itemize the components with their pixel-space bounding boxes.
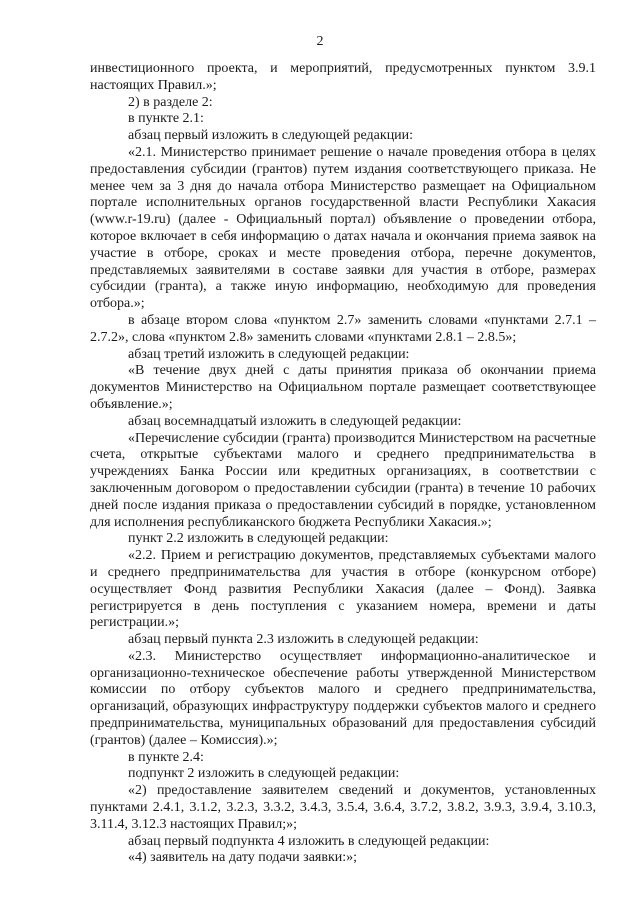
paragraph: «2) предоставление заявителем сведений и документов, установленных пунктами 2.4.1, 3.1.2, 3.2.3, 3.3.2, 3.4.3, 3.5.4, 3.6.4, 3.7.2, 3.8.2, 3.9.3, 3.9.4, 3.10.3, 3.11.4, 3.12.3 настоящих Правил;»; [90, 783, 596, 832]
paragraph: «2.2. Прием и регистрацию документов, представляемых субъектами малого и среднего предпринимательства для участия в отборе (конкурсном отборе) осуществляет Фонд развития Республики Хакасия (далее – Фонд). Заявка регистрируется в день поступления с указанием номера, времени и даты регистрации.»; [90, 548, 596, 631]
paragraph: пункт 2.2 изложить в следующей редакции: [128, 531, 389, 547]
paragraph: в пункте 2.4: [128, 749, 204, 765]
paragraph: подпункт 2 изложить в следующей редакции: [128, 766, 400, 782]
paragraph: абзац восемнадцатый изложить в следующей редакции: [128, 413, 462, 429]
paragraph: «2.1. Министерство принимает решение о начале проведения отбора в целях предоставления субсидии (грантов) путем издания соответствующего приказа. Не менее чем за 3 дня до начала отбора Министерство размещает на Официальном портале исполнительных органов государственной власти Республики Хакасия (www.r-19.ru) (далее - Официальный портал) объявление о проведении отбора, которое включает в себя информацию о датах начала и окончания приема заявок на участие в отборе, сроках и месте проведения отбора, перечне документов, представляемых заявителями в составе заявки для участия в отборе, размерах субсидии (гранта), а также иную информацию, необходимую для проведения отбора.»; [90, 144, 596, 312]
paragraph: «В течение двух дней с даты принятия приказа об окончании приема документов Министерство на Официальном портале размещает соответствующее объявление.»; [90, 363, 596, 412]
paragraph: абзац первый изложить в следующей редакции: [128, 128, 414, 144]
page-number: 2 [316, 34, 324, 49]
paragraph: 2) в разделе 2: [128, 94, 213, 110]
paragraph: «4) заявитель на дату подачи заявки:»; [128, 850, 358, 866]
paragraph: абзац третий изложить в следующей редакции: [128, 346, 410, 362]
paragraph: инвестиционного проекта, и мероприятий, предусмотренных пунктом 3.9.1 настоящих Правил.»; [90, 61, 596, 93]
document-body [90, 61, 596, 867]
paragraph: абзац первый подпункта 4 изложить в следующей редакции: [128, 833, 490, 849]
paragraph: «2.3. Министерство осуществляет информационно-аналитическое и организационно-техническое обеспечение работы утвержденной Министерством комиссии по отбору субъектов малого и среднего предпринимательства, организаций, образующих инфраструктуру поддержки субъектов малого и среднего предпринимательства, муниципальных образований для предоставления субсидий (грантов) (далее – Комиссия).»; [90, 648, 596, 748]
paragraph: в пункте 2.1: [128, 111, 204, 127]
paragraph: в абзаце втором слова «пунктом 2.7» заменить словами «пунктами 2.7.1 – 2.7.2», слова «пунктом 2.8» заменить словами «пунктами 2.8.1 – 2.8.5»; [90, 312, 596, 345]
paragraph: абзац первый пункта 2.3 изложить в следующей редакции: [128, 632, 479, 648]
paragraph: «Перечисление субсидии (гранта) производится Министерством на расчетные счета, открытые субъектами малого и среднего предпринимательства в учреждениях Банка России или кредитных организациях, в соответствии с заключенным договором о предоставлении субсидии (гранта) в течение 10 рабочих дней после издания приказа о предоставлении субсидий в порядке, установленном для исполнения республиканского бюджета Республики Хакасия.»; [90, 430, 596, 530]
